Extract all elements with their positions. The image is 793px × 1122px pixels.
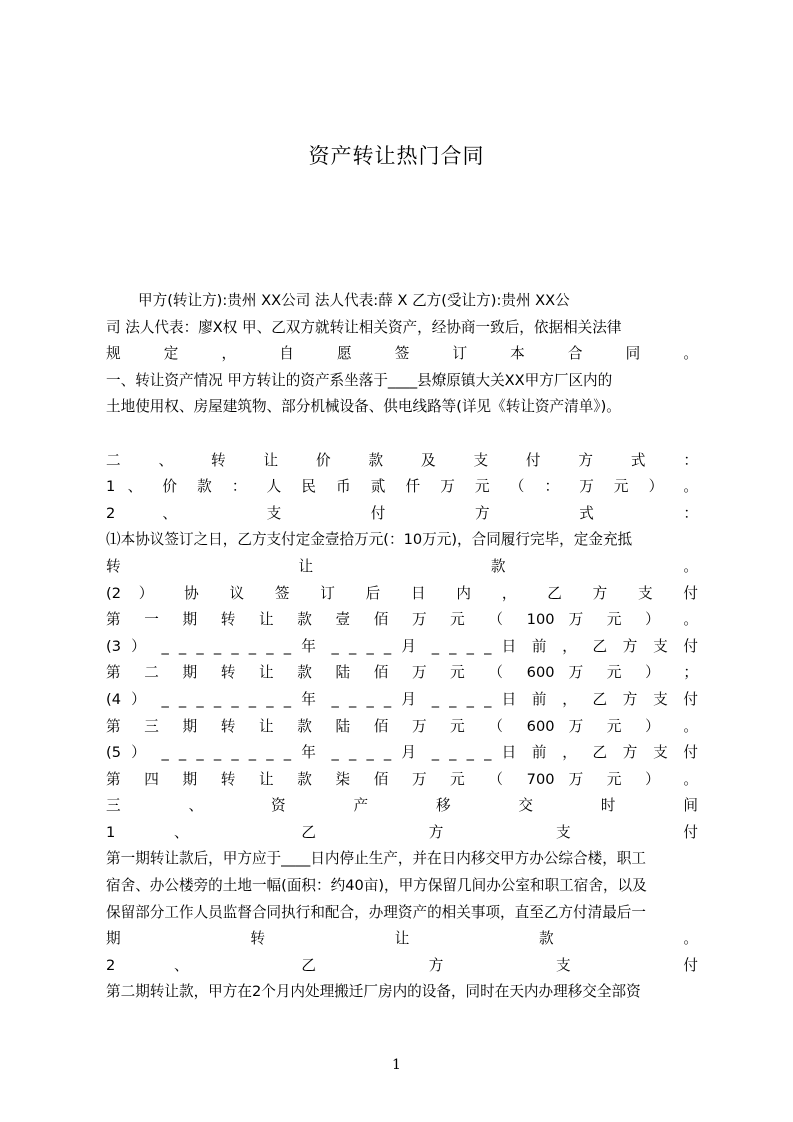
text-line: 1 、 乙 方 支 付 (106, 823, 698, 841)
text-line: (4 ） _ _ _ _ _ _ _ _ 年 _ _ _ _ 月 _ _ _ _ 日 前 ， 乙 方 支 付 (106, 690, 698, 708)
text-line: 第一期转让款后，甲方应于____日内停止生产，并在日内移交甲方办公综合楼，职工 (106, 850, 646, 868)
text-line: 甲方(转让方):贵州 XX公司 法人代表:薛 X 乙方(受让方):贵州 XX公 (138, 292, 570, 309)
blank-line (106, 421, 698, 448)
text-line: 三 、 资 产 移 交 时 间 (106, 797, 698, 815)
text-line: 二 、 转 让 价 款 及 支 付 方 式 ： (106, 451, 698, 469)
text-line: ⑴本协议签订之日，乙方支付定金壹拾万元(：10万元)，合同履行完毕，定金充抵 (106, 531, 633, 549)
document-title: 资产转让热门合同 (308, 144, 485, 168)
text-line: 第 二 期 转 让 款 陆 佰 万 元 （ 600 万 元 ） ； (106, 664, 698, 682)
text-line: 第 三 期 转 让 款 陆 佰 万 元 （ 600 万 元 ） 。 (106, 717, 698, 735)
text-line: 土地使用权、房屋建筑物、部分机械设备、供电线路等(详见《转让资产清单》)。 (106, 398, 621, 416)
text-line: (5 ） _ _ _ _ _ _ _ _ 年 _ _ _ _ 月 _ _ _ _ 日 前 ， 乙 方 支 付 (106, 744, 698, 762)
text-line: 1 、 价 款 ： 人 民 币 贰 仟 万 元 （ ： 万 元 ） 。 (106, 478, 698, 496)
text-line: (3 ） _ _ _ _ _ _ _ _ 年 _ _ _ _ 月 _ _ _ _ 日 前 ， 乙 方 支 付 (106, 637, 698, 655)
text-line: 司 法人代表：廖X权 甲、乙双方就转让相关资产，经协商一致后，依据相关法律 (106, 318, 622, 336)
text-line: 2 、 支 付 方 式 ： (106, 504, 698, 522)
text-line: 宿舍、办公楼旁的土地一幅(面积：约40亩)，甲方保留几间办公室和职工宿舍，以及 (106, 877, 647, 895)
document-body (106, 288, 698, 1006)
text-line: 期 转 让 款 。 (106, 930, 698, 948)
text-line: 一、转让资产情况 甲方转让的资产系坐落于____县燎原镇大关XX甲方厂区内的 (106, 371, 613, 389)
text-line: 转 让 款 。 (106, 557, 698, 575)
text-line: (2 ） 协 议 签 订 后 日 内 ， 乙 方 支 付 (106, 584, 698, 602)
text-line: 第 一 期 转 让 款 壹 佰 万 元 （ 100 万 元 ） 。 (106, 611, 698, 629)
text-line: 2 、 乙 方 支 付 (106, 956, 698, 974)
text-line: 规 定 ， 自 愿 签 订 本 合 同 。 (106, 345, 698, 363)
text-line: 第 四 期 转 让 款 柒 佰 万 元 （ 700 万 元 ） 。 (106, 770, 698, 788)
page-number: 1 (392, 1057, 401, 1073)
text-line: 保留部分工作人员监督合同执行和配合，办理资产的相关事项，直至乙方付清最后一 (106, 903, 646, 921)
text-line: 第二期转让款，甲方在2个月内处理搬迁厂房内的设备，同时在天内办理移交全部资 (106, 983, 641, 1001)
